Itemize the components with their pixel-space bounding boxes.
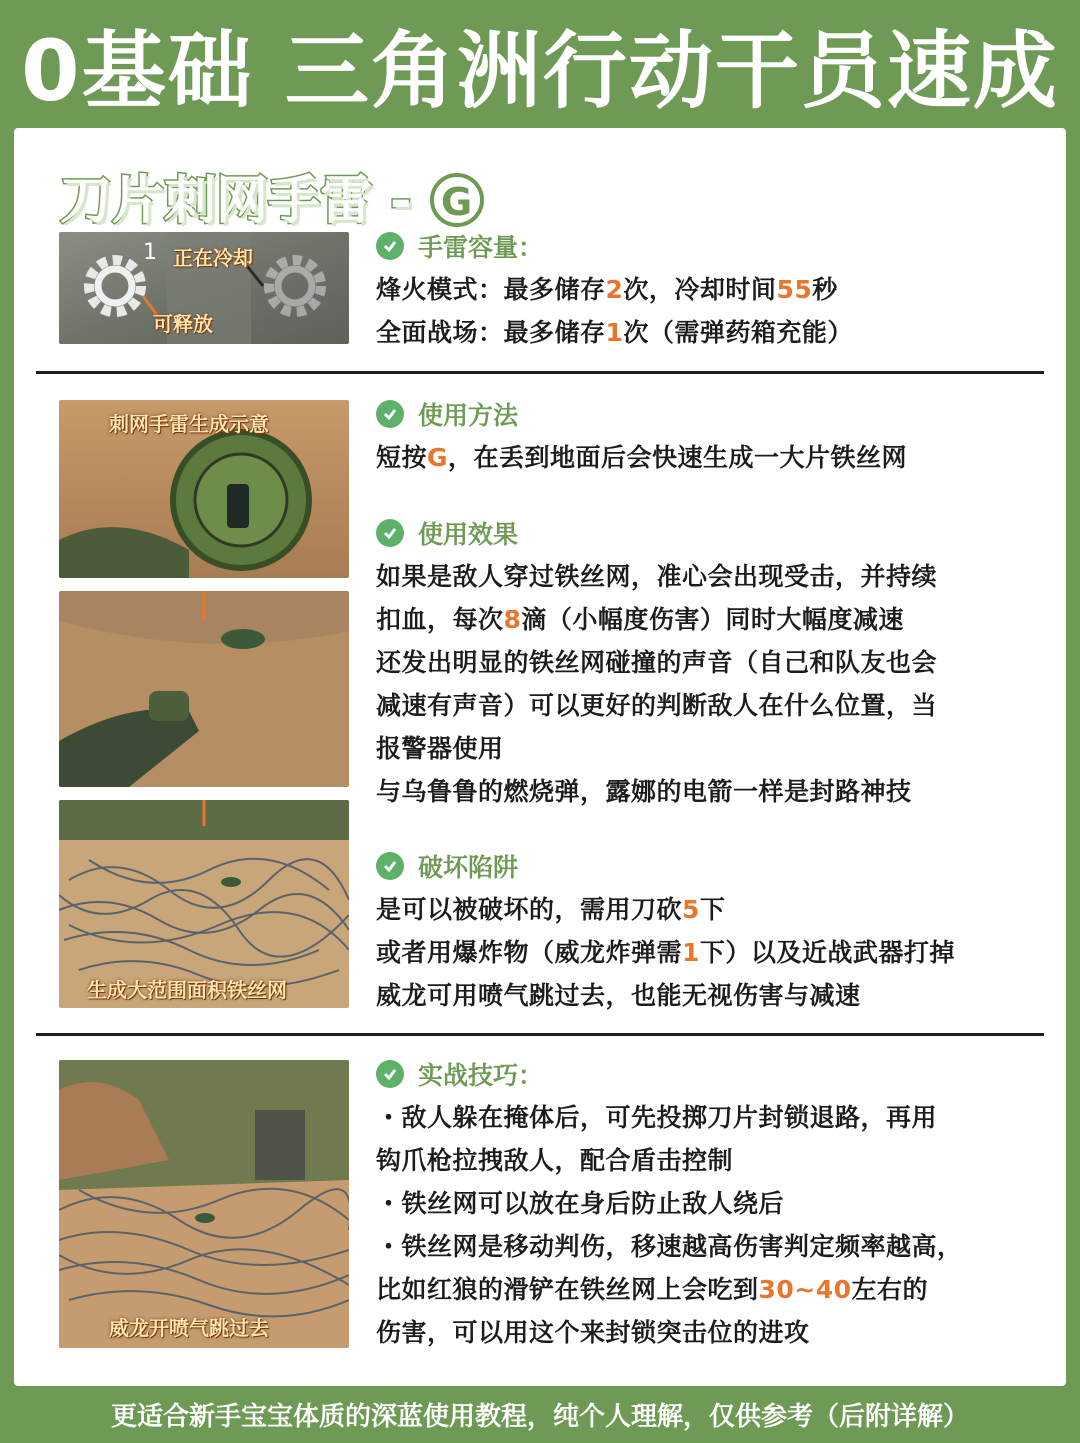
grenade-icon (195, 1213, 215, 1223)
check-icon (376, 1060, 404, 1088)
cooldown-status-label: 正在冷却 (173, 246, 253, 270)
divider (36, 1033, 1044, 1036)
tips-line-5: 比如红狼的滑铲在铁丝网上会吃到30~40左右的 (376, 1275, 929, 1304)
effect-line-1: 如果是敌人穿过铁丝网，准心会出现受击，并持续 (376, 562, 938, 591)
capacity-section (376, 228, 1056, 354)
divider (36, 371, 1044, 374)
usage-section (376, 396, 1056, 479)
spawn-demo-image (59, 400, 349, 578)
title-separator: - (390, 171, 412, 231)
release-label: 可释放 (153, 312, 213, 336)
throw-image (59, 591, 349, 787)
effect-section (376, 515, 1056, 813)
header-banner (0, 0, 1080, 128)
destroy-heading-text: 破坏陷阱 (418, 853, 519, 882)
jump-over-image (59, 1060, 349, 1348)
item-title (60, 158, 484, 233)
wire-area-image (59, 800, 349, 1008)
effect-heading-text: 使用效果 (418, 520, 519, 549)
effect-heading (376, 515, 1056, 551)
spawn-demo-caption: 刺网手雷生成示意 (109, 412, 269, 436)
effect-line-3: 还发出明显的铁丝网碰撞的声音（自己和队友也会 (376, 648, 938, 677)
item-name: 刀片刺网手雷 (60, 171, 373, 231)
effect-line-2: 扣血，每次8滴（小幅度伤害）同时大幅度减速 (376, 605, 904, 634)
jump-over-caption: 威龙开喷气跳过去 (109, 1316, 269, 1340)
check-icon (376, 519, 404, 547)
capacity-line-1: 烽火模式：最多储存2次，冷却时间55秒 (376, 275, 838, 304)
footer-text: 更适合新手宝宝体质的深蓝使用教程，纯个人理解，仅供参考（后附详解） (110, 1402, 969, 1432)
destroy-heading (376, 848, 1056, 884)
check-icon (376, 400, 404, 428)
effect-line-6: 与乌鲁鲁的燃烧弹，露娜的电箭一样是封路神技 (376, 777, 912, 806)
capacity-heading-text: 手雷容量： (418, 233, 544, 262)
tips-line-4: ・铁丝网是移动判伤，移速越高伤害判定频率越高， (376, 1232, 963, 1261)
cooldown-count: 1 (143, 240, 157, 265)
destroy-line-3: 威龙可用喷气跳过去，也能无视伤害与减速 (376, 981, 861, 1010)
tips-line-3: ・铁丝网可以放在身后防止敌人绕后 (376, 1189, 785, 1218)
destroy-line-1: 是可以被破坏的，需用刀砍5下 (376, 895, 726, 924)
effect-line-4: 减速有声音）可以更好的判断敌人在什么位置，当 (376, 691, 938, 720)
tips-heading (376, 1056, 1056, 1092)
usage-heading (376, 396, 1056, 432)
capacity-line-2: 全面战场：最多储存1次（需弹药箱充能） (376, 318, 853, 347)
capacity-heading (376, 228, 1056, 264)
check-icon (376, 852, 404, 880)
tips-line-2: 钩爪枪拉拽敌人，配合盾击控制 (376, 1146, 734, 1175)
usage-heading-text: 使用方法 (418, 401, 519, 430)
hotkey-badge: G (430, 173, 484, 227)
tips-line-6: 伤害，可以用这个来封锁突击位的进攻 (376, 1318, 810, 1347)
cooldown-screenshot (59, 232, 349, 344)
tips-heading-text: 实战技巧： (418, 1061, 544, 1090)
destroy-line-2: 或者用爆炸物（威龙炸弹需1下）以及近战武器打掉 (376, 938, 955, 967)
grenade-icon (221, 629, 265, 649)
destroy-section (376, 848, 1056, 1017)
content-card (14, 128, 1066, 1386)
check-icon (376, 232, 404, 260)
footer-banner (0, 1386, 1080, 1443)
usage-line-1: 短按G，在丢到地面后会快速生成一大片铁丝网 (376, 443, 908, 472)
grenade-icon (221, 877, 241, 887)
wire-area-caption: 生成大范围面积铁丝网 (87, 978, 287, 1002)
page-title: 0基础 三角洲行动干员速成 (21, 21, 1059, 120)
tips-section (376, 1056, 1056, 1354)
effect-line-5: 报警器使用 (376, 734, 504, 763)
tips-line-1: ・敌人躲在掩体后，可先投掷刀片封锁退路，再用 (376, 1103, 938, 1132)
